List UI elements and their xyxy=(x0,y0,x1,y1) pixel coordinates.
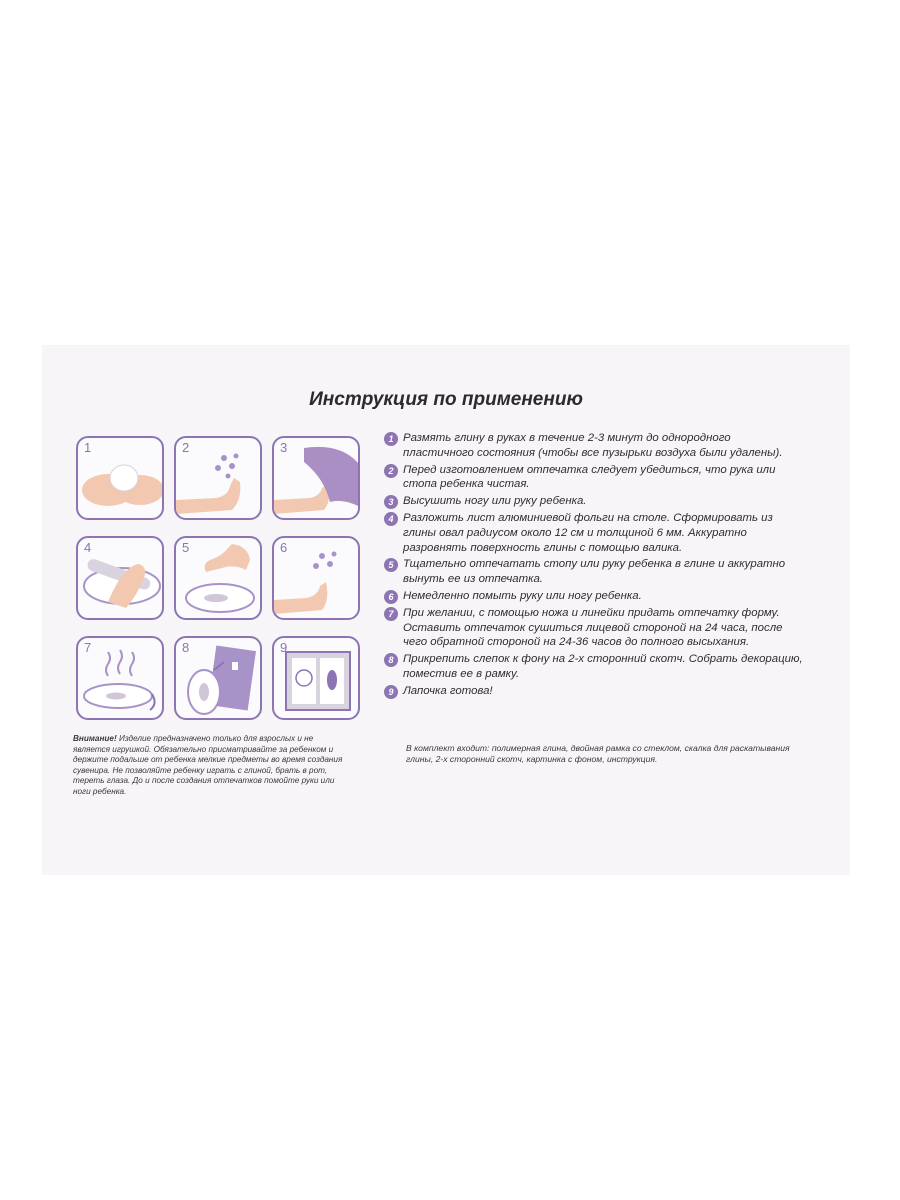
kit-contents-note: В комплект входит: полимерная глина, двойная рамка со стеклом, скалка для раскатывания глины, 2-х сторонний скотч, картинка с фоном, инструкция. xyxy=(406,743,790,764)
step-item xyxy=(384,557,804,587)
step-number-badge: 2 xyxy=(384,464,398,478)
steps-list xyxy=(384,431,804,701)
illustration-grid xyxy=(76,436,374,726)
step-number-badge: 5 xyxy=(384,558,398,572)
tile-number: 8 xyxy=(182,640,190,655)
tile-number: 7 xyxy=(84,640,92,655)
tile-number: 3 xyxy=(280,440,288,455)
tile-3 xyxy=(272,436,360,520)
tile-6 xyxy=(272,536,360,620)
tile-7 xyxy=(76,636,164,720)
step-item xyxy=(384,494,804,509)
step-number-badge: 6 xyxy=(384,590,398,604)
step-item xyxy=(384,652,804,682)
tile-5 xyxy=(174,536,262,620)
step-number-badge: 8 xyxy=(384,653,398,667)
tile-4 xyxy=(76,536,164,620)
warning-label: Внимание! xyxy=(73,734,117,743)
page-title: Инструкция по применению xyxy=(309,389,583,410)
tile-number: 1 xyxy=(84,440,92,455)
tile-number: 9 xyxy=(280,640,288,655)
step-item xyxy=(384,606,804,650)
step-text: Прикрепить слепок к фону на 2-х сторонний скотч. Собрать декорацию, поместив ее в рамку. xyxy=(403,653,803,680)
step-item xyxy=(384,463,804,493)
step-text: Высушить ногу или руку ребенка. xyxy=(403,495,587,508)
step-text: Тщательно отпечатать стопу или руку ребенка в глине и аккуратно вынуть ее из отпечатка. xyxy=(403,558,786,586)
tile-number: 4 xyxy=(84,540,92,555)
step-item xyxy=(384,589,804,604)
tile-2 xyxy=(174,436,262,520)
instruction-card xyxy=(42,345,850,875)
warning-text: Изделие предназначено только для взрослых и не является игрушкой. Обязательно присматривайте за ребенком и держите подальше от ребенка мелкие предметы во время создания сувенира. Не позволяйте ребенку играть с глиной, брать в рот, тереть глаза. До и после создания отпечатков помойте руки или ноги ребенка. xyxy=(73,734,343,796)
warning-note xyxy=(73,734,351,798)
tile-number: 5 xyxy=(182,540,190,555)
step-item xyxy=(384,684,804,699)
tile-1 xyxy=(76,436,164,520)
step-text: Перед изготовлением отпечатка следует убедиться, что рука или стопа ребенка чистая. xyxy=(403,463,776,491)
step-item xyxy=(384,511,804,555)
step-text: Лапочка готова! xyxy=(403,684,493,697)
step-text: Разложить лист алюминиевой фольги на столе. Сформировать из глины овал радиусом около 12 см и толщиной 6 мм. Аккуратно разровнять поверхность глины с помощью валика. xyxy=(403,511,773,554)
step-number-badge: 3 xyxy=(384,495,398,509)
step-number-badge: 7 xyxy=(384,607,398,621)
step-text: Размять глину в руках в течение 2-3 минут до однородного пластичного состояния (чтобы все пузырьки воздуха были удалены). xyxy=(403,432,783,459)
step-number-badge: 1 xyxy=(384,432,398,446)
tile-number: 6 xyxy=(280,540,288,555)
tile-number: 2 xyxy=(182,440,190,455)
step-number-badge: 4 xyxy=(384,512,398,526)
tile-8 xyxy=(174,636,262,720)
step-item xyxy=(384,431,804,461)
tile-9 xyxy=(272,636,360,720)
step-number-badge: 9 xyxy=(384,685,398,699)
step-text: При желании, с помощью ножа и линейки придать отпечатку форму. Оставить отпечаток сушиться лицевой стороной на 24 часа, после чего обратной стороной на 24-36 часов до полного высыхания. xyxy=(403,606,783,649)
step-text: Немедленно помыть руку или ногу ребенка. xyxy=(403,589,642,602)
